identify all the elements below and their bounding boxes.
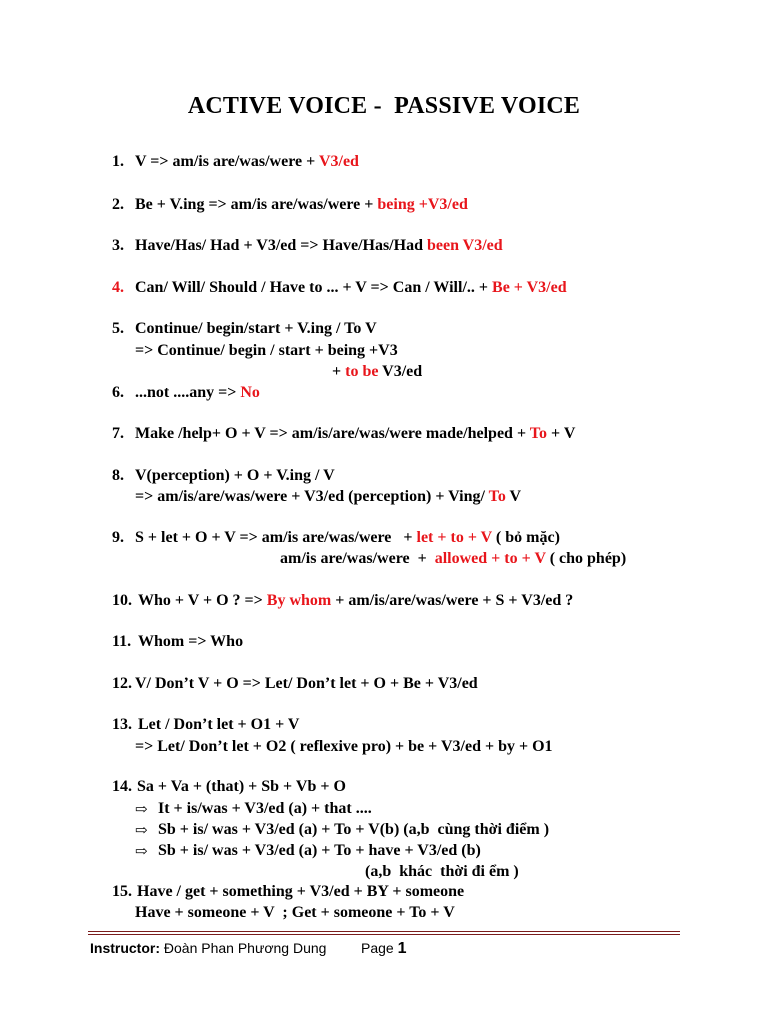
highlight-text: allowed + to + V <box>434 550 546 567</box>
arrow-right-icon: ⇨ <box>135 823 148 839</box>
rule-line <box>135 195 468 215</box>
rule-line <box>135 737 553 757</box>
rule-text: V(perception) + O + V.ing / V <box>135 467 335 484</box>
instructor-name: Đoàn Phan Phương Dung <box>160 940 327 956</box>
footer-page <box>361 940 407 958</box>
rule-line <box>135 424 575 444</box>
highlight-text: to be <box>345 363 379 380</box>
instructor-label: Instructor: <box>90 940 160 956</box>
rule-line <box>135 487 521 507</box>
rule-text: V => am/is are/was/were + <box>135 153 319 170</box>
rule-text: Sa + Va + (that) + Sb + Vb + O <box>137 778 346 795</box>
rule-text: Sb + is/ was + V3/ed (a) + To + V(b) (a,b cùng thời điểm ) <box>158 821 550 838</box>
rule-text: Continue/ begin/start + V.ing / To V <box>135 320 377 337</box>
rule-line <box>158 799 372 819</box>
item-number: 5. <box>112 320 124 337</box>
rule-line <box>135 341 398 361</box>
rule-text: Can/ Will/ Should / Have to ... + V => Can / Will/.. + <box>135 279 493 296</box>
highlight-text: being +V3/ed <box>377 196 468 213</box>
item-number: 12. <box>112 675 132 692</box>
rule-text: => am/is/are/was/were + V3/ed (perception) + Ving/ <box>135 488 489 505</box>
rule-line <box>135 903 455 923</box>
item-number: 10. <box>112 592 132 609</box>
highlight-text: To <box>529 425 547 442</box>
rule-text: Who + V + O ? => <box>138 592 267 609</box>
rule-text: Have / get + something + V3/ed + BY + someone <box>137 883 465 900</box>
rule-text: V <box>505 488 522 505</box>
rule-text: S + let + O + V => am/is are/was/were + <box>135 529 417 546</box>
rule-line <box>138 591 573 611</box>
footer-rule-top <box>88 931 680 932</box>
arrow-right-icon: ⇨ <box>135 844 148 860</box>
rule-line <box>135 278 567 298</box>
rule-text: ( bỏ mặc) <box>491 529 560 546</box>
rule-line <box>135 236 503 256</box>
rule-line <box>158 820 549 840</box>
rule-text: Make /help+ O + V => am/is/are/was/were made/helped + <box>135 425 530 442</box>
arrow-right-icon: ⇨ <box>135 802 148 818</box>
rule-text: am/is are/was/were + <box>280 550 435 567</box>
rule-text: Let / Don’t let + O1 + V <box>138 716 300 733</box>
rule-line <box>135 528 560 548</box>
highlight-text: No <box>240 384 260 401</box>
item-number: 13. <box>112 716 132 733</box>
item-number: 14. <box>112 778 132 795</box>
highlight-text: To <box>488 488 506 505</box>
rule-text: V/ Don’t V + O => Let/ Don’t let + O + Be + V3/ed <box>135 675 478 692</box>
page-number: 1 <box>397 940 407 957</box>
rule-line <box>135 674 478 694</box>
rule-text: + am/is/are/was/were + S + V3/ed ? <box>331 592 574 609</box>
highlight-text: Be + V3/ed <box>492 279 567 296</box>
rule-line <box>158 841 481 861</box>
highlight-text: let + to + V <box>416 529 492 546</box>
footer-instructor <box>90 940 326 956</box>
rule-text: It + is/was + V3/ed (a) + that .... <box>158 800 372 817</box>
item-number: 2. <box>112 196 124 213</box>
rule-line <box>280 549 626 569</box>
rule-text: Sb + is/ was + V3/ed (a) + To + have + V3/ed (b) <box>158 842 481 859</box>
item-number: 6. <box>112 384 124 401</box>
rule-text: ( cho phép) <box>545 550 627 567</box>
rule-line <box>135 152 359 172</box>
page-label: Page <box>361 940 394 956</box>
item-number: 4. <box>112 279 124 296</box>
rule-text: => Continue/ begin / start + being +V3 <box>135 342 398 359</box>
item-number: 9. <box>112 529 124 546</box>
item-number: 8. <box>112 467 124 484</box>
highlight-text: By whom <box>266 592 332 609</box>
rule-text: => Let/ Don’t let + O2 ( reflexive pro) + be + V3/ed + by + O1 <box>135 738 553 755</box>
rule-text: Whom => Who <box>138 633 244 650</box>
rule-line <box>135 319 377 339</box>
rule-line <box>365 862 519 882</box>
rule-text: + V <box>546 425 576 442</box>
rule-text: Have/Has/ Had + V3/ed => Have/Has/Had <box>135 237 427 254</box>
rule-text: Have + someone + V ; Get + someone + To + V <box>135 904 455 921</box>
highlight-text: been V3/ed <box>426 237 503 254</box>
page-title: ACTIVE VOICE - PASSIVE VOICE <box>187 93 581 119</box>
rule-line <box>332 362 422 382</box>
rule-text: Be + V.ing => am/is are/was/were + <box>135 196 378 213</box>
rule-line <box>135 383 260 403</box>
rule-line <box>137 777 346 797</box>
item-number: 11. <box>112 633 132 650</box>
item-number: 1. <box>112 153 124 170</box>
item-number: 15. <box>112 883 132 900</box>
highlight-text: V3/ed <box>318 153 359 170</box>
item-number: 3. <box>112 237 124 254</box>
rule-line <box>137 882 464 902</box>
rule-text: (a,b khác thời đi ểm ) <box>365 863 519 880</box>
footer-rule-bottom <box>88 934 680 935</box>
rule-line <box>138 715 299 735</box>
rule-text: ...not ....any => <box>135 384 241 401</box>
item-number: 7. <box>112 425 124 442</box>
rule-line <box>135 466 335 486</box>
rule-line <box>138 632 243 652</box>
rule-text: V3/ed <box>378 363 423 380</box>
rule-text: + <box>332 363 346 380</box>
